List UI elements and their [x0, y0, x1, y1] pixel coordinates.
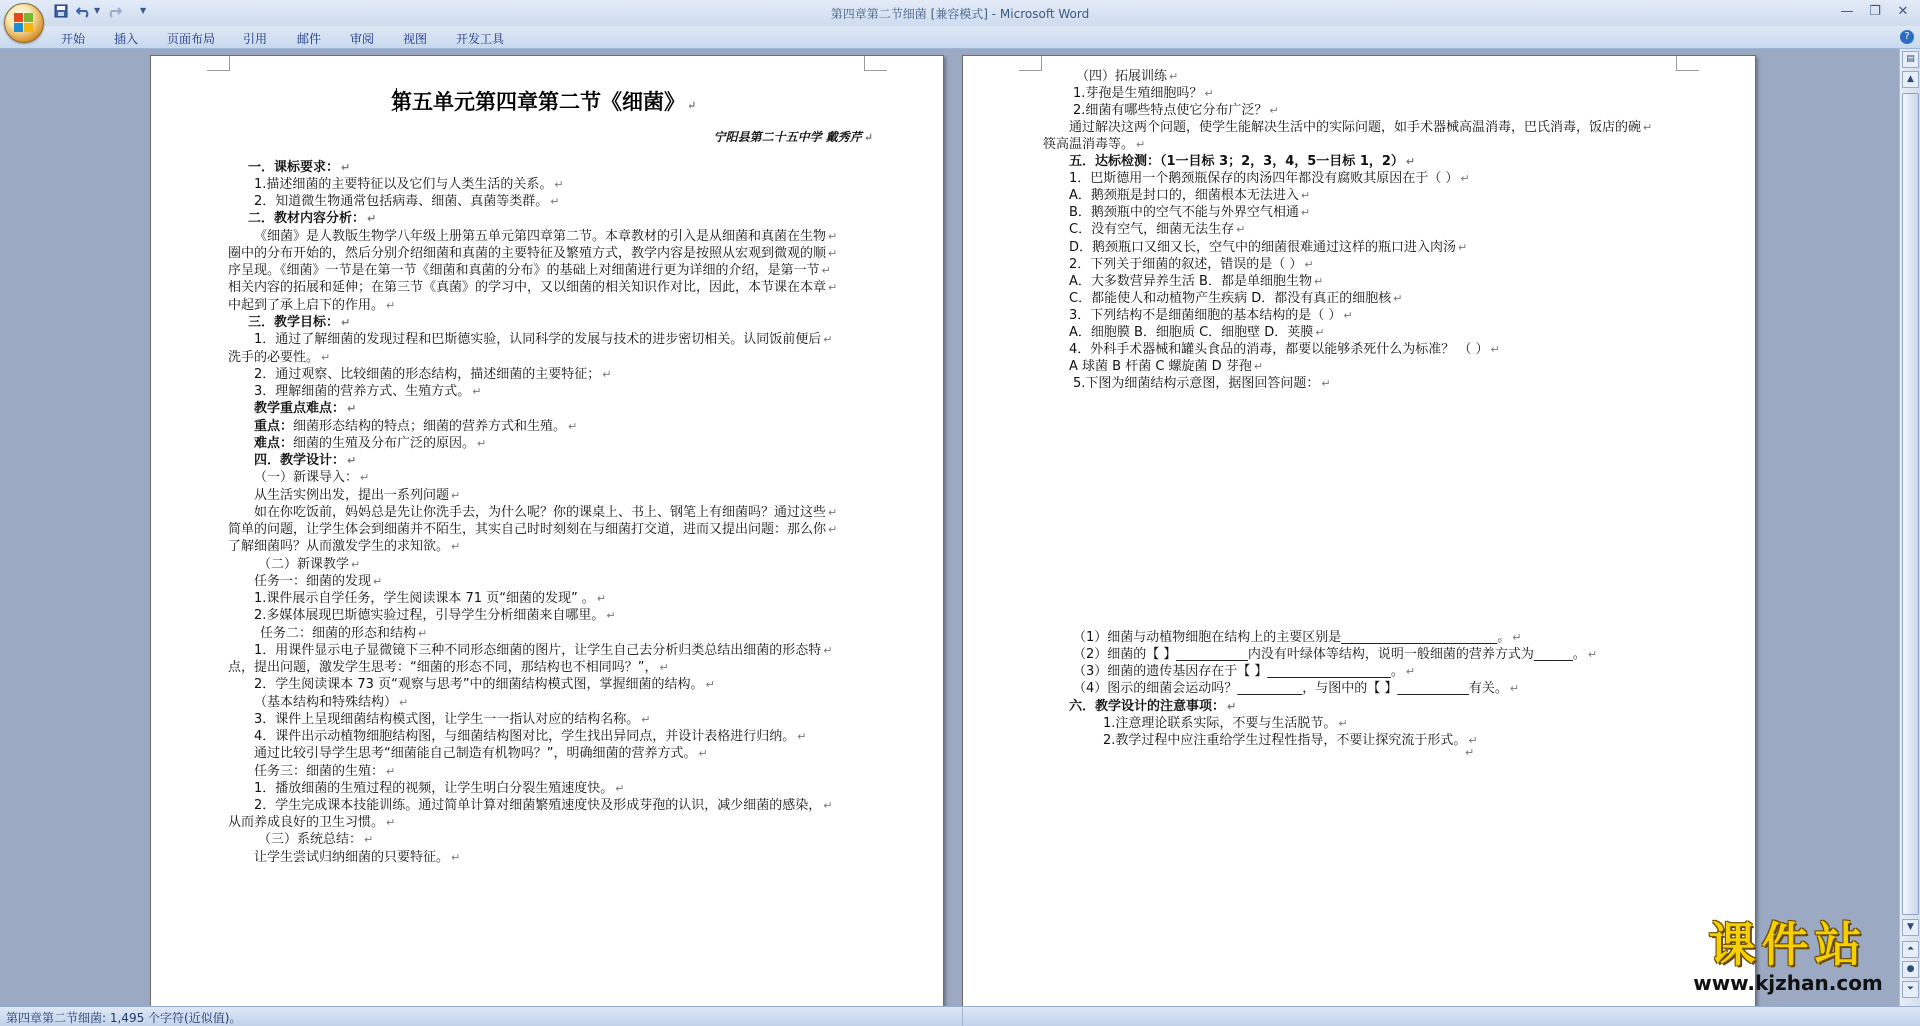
left-page-line	[228, 521, 837, 538]
next-page-icon[interactable]: ⏷	[1902, 981, 1919, 998]
line-text: 《细菌》是人教版生物学八年级上册第五单元第四章第二节。本章教材的引入是从细菌和真菌在生物	[254, 229, 827, 244]
tab-insert[interactable]: 插入	[114, 32, 139, 46]
status-divider	[962, 1007, 963, 1026]
line-text: 1.描述细菌的主要特征以及它们与人类生活的关系。	[254, 177, 553, 192]
paragraph-mark: ↵	[698, 747, 708, 760]
left-page-line	[254, 676, 715, 693]
right-page-line	[1073, 629, 1522, 646]
left-page-line	[254, 711, 651, 728]
left-page-line	[254, 642, 833, 659]
line-text: 二．教材内容分析：	[248, 211, 366, 226]
office-logo-icon	[14, 13, 34, 33]
right-page-line	[1073, 680, 1519, 697]
paragraph-mark: ↵	[347, 402, 357, 415]
paragraph-mark: ↵	[364, 833, 374, 846]
paragraph-mark: ↵	[1315, 326, 1325, 339]
left-page-line	[254, 193, 560, 210]
line-text: B．鹅颈瓶中的空气不能与外界空气相通	[1069, 205, 1299, 220]
left-page-line	[254, 366, 612, 383]
left-page-line	[254, 469, 369, 486]
paragraph-mark: ↵	[1587, 648, 1598, 661]
paragraph-mark: ↵	[828, 506, 838, 519]
paragraph-mark: ↵	[1169, 70, 1179, 83]
status-word-count[interactable]: 第四章第二节细菌: 1,495 个字符(近似值)。	[6, 1011, 242, 1025]
paragraph-mark: ↵	[1468, 734, 1478, 747]
paragraph-mark: ↵	[641, 713, 651, 726]
minimize-button[interactable]: —	[1840, 4, 1854, 19]
paragraph-mark: ↵	[399, 696, 409, 709]
maximize-button[interactable]: ❐	[1869, 4, 1881, 19]
paragraph-mark: ↵	[568, 420, 578, 433]
line-text: 一．课标要求：	[248, 160, 340, 175]
line-text: 通过比较引导学生思考“细菌能自己制造有机物吗？”，明确细菌的营养方式。	[254, 746, 697, 761]
paragraph-mark: ↵	[1509, 682, 1520, 695]
paragraph-mark: ↵	[1343, 309, 1353, 322]
empty-paragraph-mark: ↵	[1465, 746, 1475, 759]
left-page-line	[254, 745, 708, 762]
right-page-line	[1069, 358, 1263, 375]
line-text: 让学生尝试归纳细菌的只要特征。	[254, 850, 450, 865]
left-page-line	[228, 349, 330, 366]
left-page-line	[258, 831, 373, 848]
left-page-line	[228, 279, 837, 296]
paragraph-mark: ↵	[451, 851, 461, 864]
right-page-line	[1069, 341, 1500, 358]
left-page-line	[248, 314, 350, 331]
left-page-line	[254, 435, 486, 452]
paragraph-mark: ↵	[823, 333, 833, 346]
right-page-line	[1103, 732, 1478, 749]
line-text: 四．教学设计：	[254, 453, 346, 468]
right-page-line	[1069, 119, 1652, 136]
line-text: D．鹅颈瓶口又细又长，空气中的细菌很难通过这样的瓶口进入肉汤	[1069, 240, 1457, 255]
paragraph-mark: ↵	[1321, 377, 1331, 390]
line-text: 5.下图为细菌结构示意图，据图回答问题：	[1073, 376, 1320, 391]
line-text: 相关内容的拓展和延伸；在第三节《真菌》的学习中，又以细菌的相关知识作对比，因此，本节课在本章	[228, 280, 827, 295]
paragraph-mark: ↵	[1338, 717, 1348, 730]
paragraph-mark: ↵	[1313, 275, 1324, 288]
line-text: 3．课件上呈现细菌结构模式图，让学生一一指认对应的结构名称。	[254, 712, 640, 727]
vertical-scrollbar[interactable]	[1899, 49, 1920, 1006]
ribbon-tab-bar	[0, 26, 1920, 49]
paragraph-mark: ↵	[341, 161, 351, 174]
line-text: 2．学生阅读课本 73 页“观察与思考”中的细菌结构模式图，掌握细菌的结构。	[254, 677, 704, 692]
left-page-line	[254, 590, 606, 607]
paragraph-mark: ↵	[1643, 121, 1653, 134]
margin-corner-mark	[1676, 56, 1699, 71]
line-text: 1.课件展示自学任务，学生阅读课本 71 页“细菌的发现” 。	[254, 591, 595, 606]
paragraph-mark: ↵	[451, 489, 461, 502]
paragraph-mark: ↵	[1300, 189, 1311, 202]
previous-page-icon[interactable]: ⏶	[1902, 941, 1919, 958]
line-text: 三．教学目标：	[248, 315, 340, 330]
paragraph-mark: ↵	[615, 782, 625, 795]
left-page-line	[254, 383, 482, 400]
line-text: 点，提出问题，激发学生思考：“细菌的形态不同，那结构也不相同吗？”，	[228, 660, 658, 675]
line-text: 序呈现。《细菌》一节是在第一节《细菌和真菌的分布》的基础上对细菌进行更为详细的介绍，是第一节	[228, 263, 820, 278]
left-page-line	[228, 245, 837, 262]
paragraph-mark: ↵	[373, 575, 383, 588]
tab-view[interactable]: 视图	[403, 32, 428, 46]
paragraph-mark: ↵	[321, 351, 331, 364]
paragraph-mark: ↵	[1236, 223, 1246, 236]
right-page-line	[1069, 239, 1467, 256]
paragraph-mark: ↵	[550, 195, 560, 208]
tab-review[interactable]: 审阅	[350, 32, 375, 46]
paragraph-mark: ↵	[367, 212, 377, 225]
paragraph-mark: ↵	[1227, 700, 1237, 713]
paragraph-mark: ↵	[1136, 138, 1146, 151]
paragraph-mark: ↵	[341, 316, 351, 329]
paragraph-mark: ↵	[823, 644, 833, 657]
paragraph-mark: ↵	[1405, 155, 1416, 168]
right-page-line	[1069, 324, 1325, 341]
right-page-line	[1069, 170, 1470, 187]
paragraph-mark: ↵	[1304, 258, 1314, 271]
line-text: 从而养成良好的卫生习惯。	[228, 815, 385, 830]
right-page-line	[1069, 153, 1415, 170]
left-page-line	[254, 452, 356, 469]
left-page-line	[248, 159, 350, 176]
left-page-line	[254, 797, 833, 814]
paragraph-mark: ↵	[451, 540, 461, 553]
close-button[interactable]: ✕	[1897, 4, 1909, 19]
line-text: 2．知道微生物通常包括病毒、细菌、真菌等类群。	[254, 194, 549, 209]
scroll-up-icon[interactable]: ▲	[1902, 71, 1919, 88]
left-page-line	[254, 418, 577, 435]
paragraph-mark: ↵	[1393, 292, 1403, 305]
paragraph-mark: ↵	[472, 385, 482, 398]
line-text: 教学重点难点：	[254, 401, 346, 416]
line-text: （2）细菌的【 】___________内没有叶绿体等结构，说明一般细菌的营养方式为______。	[1073, 647, 1586, 662]
right-page-line	[1043, 136, 1145, 153]
line-text: 从生活实例出发，提出一系列问题	[254, 488, 450, 503]
document-title: 第五单元第四章第二节《细菌》 ↵	[391, 89, 697, 114]
paragraph-mark: ↵	[1204, 87, 1214, 100]
margin-corner-mark	[864, 56, 887, 71]
margin-corner-mark	[207, 56, 230, 71]
paragraph-mark: ↵	[1405, 665, 1416, 678]
left-page-line	[228, 297, 395, 314]
left-page-line	[228, 814, 395, 831]
paragraph-mark: ↵	[1300, 206, 1311, 219]
line-text: 1．用课件显示电子显微镜下三种不同形态细菌的图片，让学生自己去分析归类总结出细菌的形态特	[254, 643, 822, 658]
line-text: 五．达标检测：（1一目标 3；2，3，4，5一目标 1，2）	[1069, 154, 1404, 169]
line-text: 1．播放细菌的生殖过程的视频，让学生明白分裂生殖速度快。	[254, 781, 614, 796]
paragraph-mark: ↵	[360, 471, 370, 484]
document-page-right[interactable]	[962, 55, 1756, 1006]
paragraph-mark: ↵	[1490, 343, 1500, 356]
customize-qat-icon[interactable]: ▼	[140, 6, 147, 15]
line-text: 简单的问题，让学生体会到细菌并不陌生，其实自己时时刻刻在与细菌打交道，进而又提出问题：那么你	[228, 522, 827, 537]
line-text: 通过解决这两个问题，使学生能解决生活中的实际问题，如手术器械高温消毒，巴氏消毒，饭店的碗	[1069, 120, 1642, 135]
tab-references[interactable]: 引用	[243, 32, 268, 46]
left-page-line	[248, 210, 376, 227]
left-page-line	[258, 556, 360, 573]
paragraph-mark: ↵	[797, 730, 807, 743]
paragraph-mark: ↵	[347, 454, 357, 467]
left-page-line	[260, 625, 427, 642]
paragraph-mark: ↵	[386, 816, 396, 829]
margin-corner-mark	[1019, 56, 1042, 71]
line-text: A．大多数营异养生活 B．都是单细胞生物	[1069, 274, 1312, 289]
paragraph-mark: ↵	[1512, 631, 1522, 644]
left-page-line	[254, 780, 625, 797]
right-page-line	[1073, 663, 1415, 680]
line-text: （4）图示的细菌会运动吗？__________，与图中的【 】___________有关。	[1073, 681, 1508, 696]
line-text: 2．下列关于细菌的叙述，错误的是（ ）	[1069, 257, 1303, 272]
left-page-line	[254, 228, 837, 245]
paragraph-mark: ↵	[596, 592, 607, 605]
left-page-line	[254, 728, 807, 745]
right-page-line	[1069, 256, 1314, 273]
line-text: 1．巴斯德用一个鹅颈瓶保存的肉汤四年都没有腐败其原因在于（ ）	[1069, 171, 1459, 186]
right-page-line	[1073, 646, 1597, 663]
line-text: A．鹅颈瓶是封口的，细菌根本无法进入	[1069, 188, 1299, 203]
line-text: 2.多媒体展现巴斯德实验过程，引导学生分析细菌来自哪里。	[254, 608, 605, 623]
paragraph-mark: ↵	[821, 264, 831, 277]
left-page-line	[254, 573, 382, 590]
paragraph-mark: ↵	[1460, 172, 1470, 185]
undo-dropdown-icon[interactable]: ▼	[94, 6, 101, 15]
line-text: 如在你吃饭前，妈妈总是先让你洗手去，为什么呢？你的课桌上、书上、钢笔上有细菌吗？通过这些	[254, 505, 827, 520]
line-text: 中起到了承上启下的作用。	[228, 298, 385, 313]
line-text: 1.注意理论联系实际，不要与生活脱节。	[1103, 716, 1337, 731]
line-text: （基本结构和特殊结构）	[254, 695, 398, 710]
right-page-line	[1076, 68, 1178, 85]
line-text: 4．外科手术器械和罐头食品的消毒，都要以能够杀死什么为标准？ （ ）	[1069, 342, 1489, 357]
paragraph-mark: ↵	[828, 281, 838, 294]
left-page-line	[254, 400, 356, 417]
line-text: 了解细菌吗？从而激发学生的求知欲。	[228, 539, 450, 554]
help-icon[interactable]: ?	[1900, 30, 1914, 44]
tab-page-layout[interactable]: 页面布局	[167, 32, 216, 46]
left-page-line	[254, 763, 395, 780]
watermark-url: www.kjzhan.com	[1693, 971, 1883, 995]
scroll-down-icon[interactable]: ▼	[1902, 919, 1919, 936]
office-button[interactable]	[4, 3, 44, 43]
line-text: 六．教学设计的注意事项：	[1069, 699, 1226, 714]
line-text: （四）拓展训练	[1076, 69, 1168, 84]
right-page-line	[1069, 204, 1310, 221]
left-page-line	[254, 504, 837, 521]
document-page-left[interactable]	[150, 55, 944, 1006]
paragraph-mark: ↵	[418, 627, 428, 640]
window-title: 第四章第二节细菌 [兼容模式] - Microsoft Word	[830, 7, 1090, 21]
line-text: 圈中的分布开始的，然后分别介绍细菌和真菌的主要特征及繁殖方式，教学内容是按照从宏观到微观的顺	[228, 246, 827, 261]
paragraph-mark: ↵	[1253, 360, 1264, 373]
line-text: （3）细菌的遗传基因存在于【 】___________________。	[1073, 664, 1404, 679]
paragraph-mark: ↵	[602, 368, 612, 381]
right-page-line	[1069, 290, 1402, 307]
line-text: A 球菌 B 杆菌 C 螺旋菌 D 芽孢	[1069, 359, 1252, 374]
line-text: （一）新课导入：	[254, 470, 359, 485]
left-page-line	[228, 659, 669, 676]
line-text: 1．通过了解细菌的发现过程和巴斯德实验，认同科学的发展与技术的进步密切相关。认同饭前便后	[254, 332, 822, 347]
scrollbar-thumb[interactable]	[1902, 93, 1919, 915]
right-page-line	[1069, 187, 1310, 204]
tab-home[interactable]: 开始	[61, 32, 86, 46]
line-text: 重点：细菌形态结构的特点；细菌的营养方式和生殖。	[254, 419, 567, 434]
paragraph-mark: ↵	[823, 799, 833, 812]
paragraph-mark: ↵	[386, 765, 396, 778]
right-page-line	[1073, 375, 1331, 392]
line-text: 2．学生完成课本技能训练。通过简单计算对细菌繁殖速度快及形成芽孢的认识，减少细菌的感染，	[254, 798, 822, 813]
line-text: 2．通过观察、比较细菌的形态结构，描述细菌的主要特征；	[254, 367, 601, 382]
right-page-line	[1073, 85, 1214, 102]
line-text: 任务二：细菌的形态和结构	[260, 626, 417, 641]
left-page-line	[254, 607, 616, 624]
line-text: C．没有空气，细菌无法生存	[1069, 222, 1235, 237]
left-page-line	[228, 538, 460, 555]
line-text: （1）细菌与动植物细胞在结构上的主要区别是________________________。	[1073, 630, 1511, 645]
paragraph-mark: ↵	[659, 661, 669, 674]
right-page-line	[1073, 102, 1279, 119]
left-page-line	[254, 849, 460, 866]
line-text: 任务一：细菌的发现	[254, 574, 372, 589]
left-page-line	[228, 262, 831, 279]
right-page-line	[1069, 273, 1323, 290]
watermark-text: 课件站	[1708, 918, 1868, 973]
line-text: A．细胞膜 B．细胞质 C．细胞壁 D．荚膜	[1069, 325, 1314, 340]
status-bar	[0, 1006, 1920, 1026]
left-page-line	[254, 694, 408, 711]
line-text: 1.芽孢是生殖细胞吗？	[1073, 86, 1203, 101]
tab-mailings[interactable]: 邮件	[297, 32, 322, 46]
left-page-line	[254, 331, 833, 348]
left-page-line	[254, 176, 564, 193]
line-text: （二）新课教学	[258, 557, 350, 572]
line-text: C．都能使人和动植物产生疾病 D．都没有真正的细胞核	[1069, 291, 1392, 306]
paragraph-mark: ↵	[828, 523, 838, 536]
line-text: 筷高温消毒等。	[1043, 137, 1135, 152]
line-text: 4．课件出示动植物细胞结构图，与细菌结构图对比，学生找出异同点，并设计表格进行归纳。	[254, 729, 796, 744]
ruler-toggle-icon[interactable]: ▤	[1902, 51, 1919, 68]
left-page-line	[254, 487, 460, 504]
paragraph-mark: ↵	[477, 437, 487, 450]
paragraph-mark: ↵	[1458, 241, 1468, 254]
line-text: 2.细菌有哪些特点使它分布广泛？	[1073, 103, 1268, 118]
line-text: 3．理解细菌的营养方式、生殖方式。	[254, 384, 471, 399]
paragraph-mark: ↵	[1269, 104, 1279, 117]
paragraph-mark: ↵	[828, 247, 838, 260]
document-workspace	[0, 49, 1900, 1006]
line-text: 任务三：细菌的生殖：	[254, 764, 385, 779]
title-bar	[0, 0, 1920, 26]
watermark-logo	[1668, 920, 1908, 1006]
browse-object-icon[interactable]: ●	[1902, 961, 1919, 978]
document-author: 宁阳县第二十五中学 戴秀芹 ↵	[713, 130, 873, 144]
right-page-line	[1103, 715, 1348, 732]
line-text: 洗手的必要性。	[228, 350, 320, 365]
line-text: 2.教学过程中应注重给学生过程性指导，不要让探究流于形式。	[1103, 733, 1467, 748]
right-page-line	[1069, 698, 1236, 715]
line-text: 难点：细菌的生殖及分布广泛的原因。	[254, 436, 476, 451]
paragraph-mark: ↵	[351, 558, 361, 571]
tab-developer[interactable]: 开发工具	[456, 32, 505, 46]
line-text: （三）系统总结：	[258, 832, 363, 847]
line-text: 3．下列结构不是细菌细胞的基本结构的是（ ）	[1069, 308, 1342, 323]
paragraph-mark: ↵	[828, 230, 838, 243]
paragraph-mark: ↵	[554, 178, 564, 191]
right-page-line	[1069, 307, 1353, 324]
right-page-line	[1069, 221, 1245, 238]
paragraph-mark: ↵	[705, 678, 715, 691]
paragraph-mark: ↵	[386, 299, 396, 312]
paragraph-mark: ↵	[606, 609, 616, 622]
